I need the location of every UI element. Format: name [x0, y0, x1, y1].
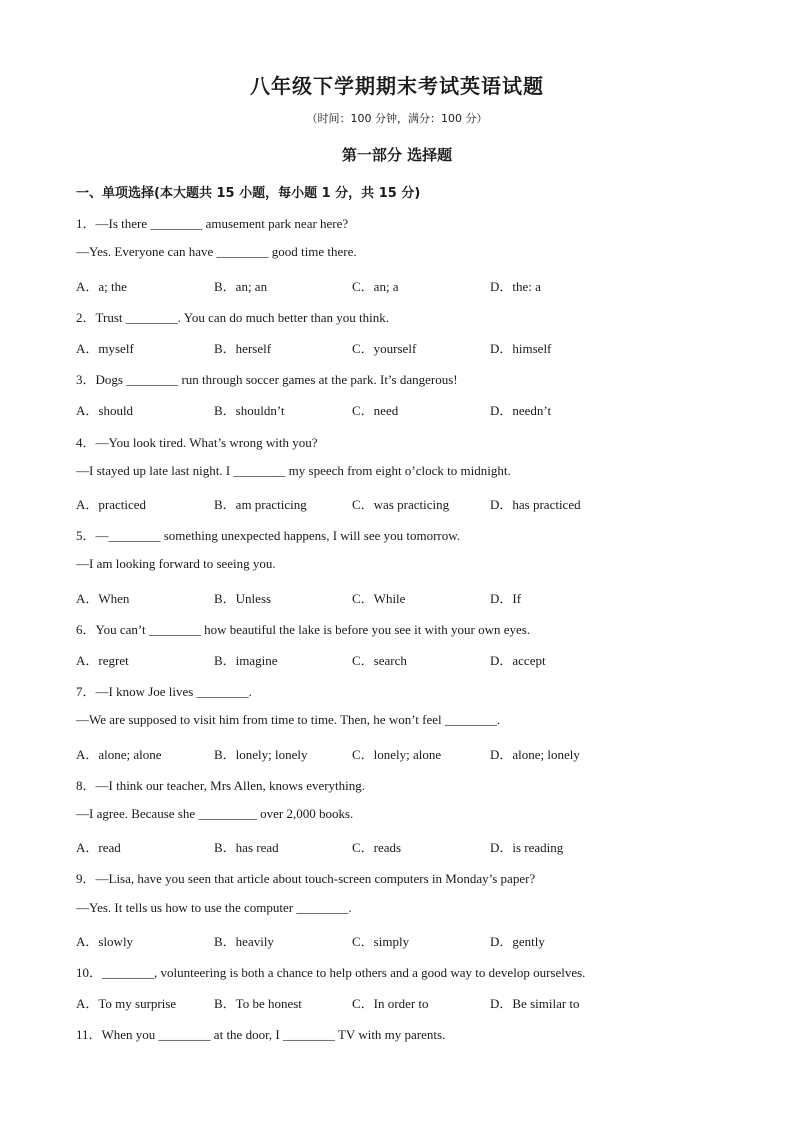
option-d: D．accept — [490, 653, 546, 668]
question-5-line-1: 5．—________ something unexpected happens, I will see you tomorrow. — [76, 528, 461, 543]
option-b: B．shouldn’t — [214, 403, 285, 418]
option-d: D．needn’t — [490, 403, 552, 418]
option-c: C．simply — [352, 934, 410, 949]
option-a: A．read — [76, 840, 121, 855]
option-a: A．regret — [76, 653, 129, 668]
option-d: D．the: a — [490, 279, 541, 294]
section-heading: 一、单项选择(本大题共 15 小题，每小题 1 分，共 15 分) — [76, 186, 421, 201]
option-b: B．has read — [214, 840, 279, 855]
question-7-line-2: —We are supposed to visit him from time to time. Then, he won’t feel ________. — [76, 712, 501, 727]
question-3-options — [76, 400, 716, 418]
question-7-line-1: 7．—I know Joe lives ________. — [76, 684, 252, 699]
option-a: A．slowly — [76, 934, 134, 949]
question-6-options — [76, 650, 716, 668]
question-7-options — [76, 744, 716, 762]
option-d: D．is reading — [490, 840, 564, 855]
option-b: B．am practicing — [214, 497, 307, 512]
option-b: B．lonely; lonely — [214, 747, 308, 762]
option-c: C．yourself — [352, 341, 417, 356]
option-b: B．To be honest — [214, 996, 302, 1011]
option-b: B．heavily — [214, 934, 274, 949]
option-c: C．need — [352, 403, 399, 418]
question-9-line-2: —Yes. It tells us how to use the computer ________. — [76, 900, 352, 915]
option-c: C．search — [352, 653, 407, 668]
option-a: A．myself — [76, 341, 134, 356]
question-11-line-1: 11．When you ________ at the door, I ________ TV with my parents. — [76, 1027, 446, 1042]
option-d: D．himself — [490, 341, 552, 356]
option-d: D．Be similar to — [490, 996, 580, 1011]
question-1-line-1: 1．—Is there ________ amusement park near here? — [76, 216, 349, 231]
option-b: B．Unless — [214, 591, 272, 606]
option-d: D．If — [490, 591, 522, 606]
option-c: C．reads — [352, 840, 402, 855]
option-b: B．herself — [214, 341, 272, 356]
option-c: C．was practicing — [352, 497, 450, 512]
option-c: C．an; a — [352, 279, 399, 294]
question-1-options — [76, 276, 716, 294]
question-3-line-1: 3．Dogs ________ run through soccer games at the park. It’s dangerous! — [76, 372, 458, 387]
question-4-options — [76, 494, 716, 512]
question-8-options — [76, 837, 716, 855]
option-a: A．a; the — [76, 279, 127, 294]
option-c: C．lonely; alone — [352, 747, 442, 762]
option-a: A．To my surprise — [76, 996, 177, 1011]
question-5-line-2: —I am looking forward to seeing you. — [76, 556, 276, 571]
question-2-line-1: 2．Trust ________. You can do much better than you think. — [76, 310, 389, 325]
question-10-options — [76, 993, 716, 1011]
option-a: A．should — [76, 403, 134, 418]
option-b: B．an; an — [214, 279, 268, 294]
question-6-line-1: 6．You can’t ________ how beautiful the lake is before you see it with your own eyes. — [76, 622, 531, 637]
question-10-line-1: 10．________, volunteering is both a chance to help others and a good way to develop ourselves. — [76, 965, 586, 980]
question-4-line-2: —I stayed up late last night. I ________ my speech from eight o’clock to midnight. — [76, 463, 511, 478]
exam-title: 八年级下学期期末考试英语试题 — [250, 74, 544, 98]
question-1-line-2: —Yes. Everyone can have ________ good time there. — [76, 244, 357, 259]
option-a: A．alone; alone — [76, 747, 162, 762]
exam-subtitle: （时间：100 分钟，满分：100 分） — [306, 112, 488, 125]
option-d: D．has practiced — [490, 497, 581, 512]
question-4-line-1: 4．—You look tired. What’s wrong with you? — [76, 435, 318, 450]
question-8-line-2: —I agree. Because she _________ over 2,000 books. — [76, 806, 354, 821]
question-2-options — [76, 338, 716, 356]
option-d: D．gently — [490, 934, 545, 949]
option-c: C．While — [352, 591, 406, 606]
option-a: A．practiced — [76, 497, 147, 512]
option-d: D．alone; lonely — [490, 747, 580, 762]
option-a: A．When — [76, 591, 130, 606]
question-9-options — [76, 931, 716, 949]
question-5-options — [76, 588, 716, 606]
option-c: C．In order to — [352, 996, 429, 1011]
part-heading: 第一部分 选择题 — [341, 146, 453, 164]
option-b: B．imagine — [214, 653, 278, 668]
question-9-line-1: 9．—Lisa, have you seen that article about touch-screen computers in Monday’s paper? — [76, 871, 536, 886]
question-8-line-1: 8．—I think our teacher, Mrs Allen, knows everything. — [76, 778, 366, 793]
